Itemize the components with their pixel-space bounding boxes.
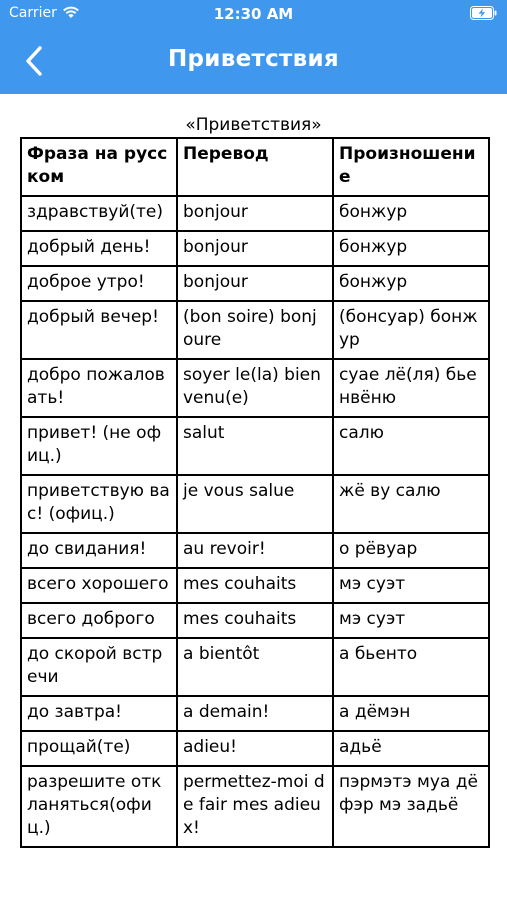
table-row bbox=[21, 731, 489, 766]
cell-russian: добро пожаловать! bbox=[21, 359, 177, 417]
cell-translation: salut bbox=[177, 417, 333, 475]
cell-translation: mes couhaits bbox=[177, 568, 333, 603]
cell-translation: soyer le(la) bienvenu(e) bbox=[177, 359, 333, 417]
cell-russian: до завтра! bbox=[21, 696, 177, 731]
cell-translation: a bientôt bbox=[177, 638, 333, 696]
table-row bbox=[21, 533, 489, 568]
battery-charging-icon bbox=[470, 6, 498, 20]
navigation-bar bbox=[0, 28, 507, 94]
cell-pronunciation: бонжур bbox=[333, 266, 489, 301]
cell-pronunciation: а дёмэн bbox=[333, 696, 489, 731]
cell-translation: permettez-moi de fair mes adieux! bbox=[177, 766, 333, 847]
cell-pronunciation: салю bbox=[333, 417, 489, 475]
header-russian-phrase: Фраза на русском bbox=[21, 138, 177, 196]
cell-pronunciation: пэрмэтэ муа дё фэр мэ задьё bbox=[333, 766, 489, 847]
table-header-row bbox=[21, 138, 489, 196]
cell-pronunciation: адьё bbox=[333, 731, 489, 766]
table-row bbox=[21, 231, 489, 266]
cell-pronunciation: жё ву салю bbox=[333, 475, 489, 533]
cell-russian: до свидания! bbox=[21, 533, 177, 568]
cell-pronunciation: мэ суэт bbox=[333, 603, 489, 638]
cell-russian: доброе утро! bbox=[21, 266, 177, 301]
table-row bbox=[21, 266, 489, 301]
table-row bbox=[21, 301, 489, 359]
cell-russian: всего доброго bbox=[21, 603, 177, 638]
cell-translation: mes couhaits bbox=[177, 603, 333, 638]
cell-pronunciation: бонжур bbox=[333, 196, 489, 231]
cell-russian: до скорой встречи bbox=[21, 638, 177, 696]
cell-russian: разрешите откланяться(офиц.) bbox=[21, 766, 177, 847]
header-pronunciation: Произношение bbox=[333, 138, 489, 196]
cell-russian: привет! (не офиц.) bbox=[21, 417, 177, 475]
cell-russian: добрый вечер! bbox=[21, 301, 177, 359]
cell-translation: bonjour bbox=[177, 196, 333, 231]
cell-translation: a demain! bbox=[177, 696, 333, 731]
app-header bbox=[0, 0, 507, 94]
cell-translation: bonjour bbox=[177, 231, 333, 266]
cell-translation: (bon soire) bonjoure bbox=[177, 301, 333, 359]
table-row bbox=[21, 638, 489, 696]
cell-pronunciation: мэ суэт bbox=[333, 568, 489, 603]
cell-russian: всего хорошего bbox=[21, 568, 177, 603]
table-row bbox=[21, 696, 489, 731]
table-row bbox=[21, 568, 489, 603]
table-caption: «Приветствия» bbox=[185, 115, 322, 135]
table-row bbox=[21, 196, 489, 231]
table-row bbox=[21, 475, 489, 533]
status-time: 12:30 AM bbox=[213, 5, 294, 23]
cell-translation: au revoir! bbox=[177, 533, 333, 568]
cell-pronunciation: а бьенто bbox=[333, 638, 489, 696]
phrase-table-container bbox=[20, 137, 488, 848]
cell-russian: прощай(те) bbox=[21, 731, 177, 766]
cell-pronunciation: бонжур bbox=[333, 231, 489, 266]
cell-translation: bonjour bbox=[177, 266, 333, 301]
status-bar bbox=[0, 0, 507, 28]
phrase-table bbox=[20, 137, 490, 848]
cell-pronunciation: (бонсуар) бонжур bbox=[333, 301, 489, 359]
table-row bbox=[21, 603, 489, 638]
cell-translation: je vous salue bbox=[177, 475, 333, 533]
table-row bbox=[21, 359, 489, 417]
cell-translation: adieu! bbox=[177, 731, 333, 766]
cell-russian: здравствуй(те) bbox=[21, 196, 177, 231]
cell-russian: приветствую вас! (офиц.) bbox=[21, 475, 177, 533]
table-row bbox=[21, 766, 489, 847]
header-translation: Перевод bbox=[177, 138, 333, 196]
carrier-label: Carrier bbox=[9, 5, 57, 21]
page-title: Приветствия bbox=[167, 46, 340, 72]
cell-pronunciation: суае лё(ля) бьенвёню bbox=[333, 359, 489, 417]
table-row bbox=[21, 417, 489, 475]
cell-russian: добрый день! bbox=[21, 231, 177, 266]
cell-pronunciation: о рёвуар bbox=[333, 533, 489, 568]
